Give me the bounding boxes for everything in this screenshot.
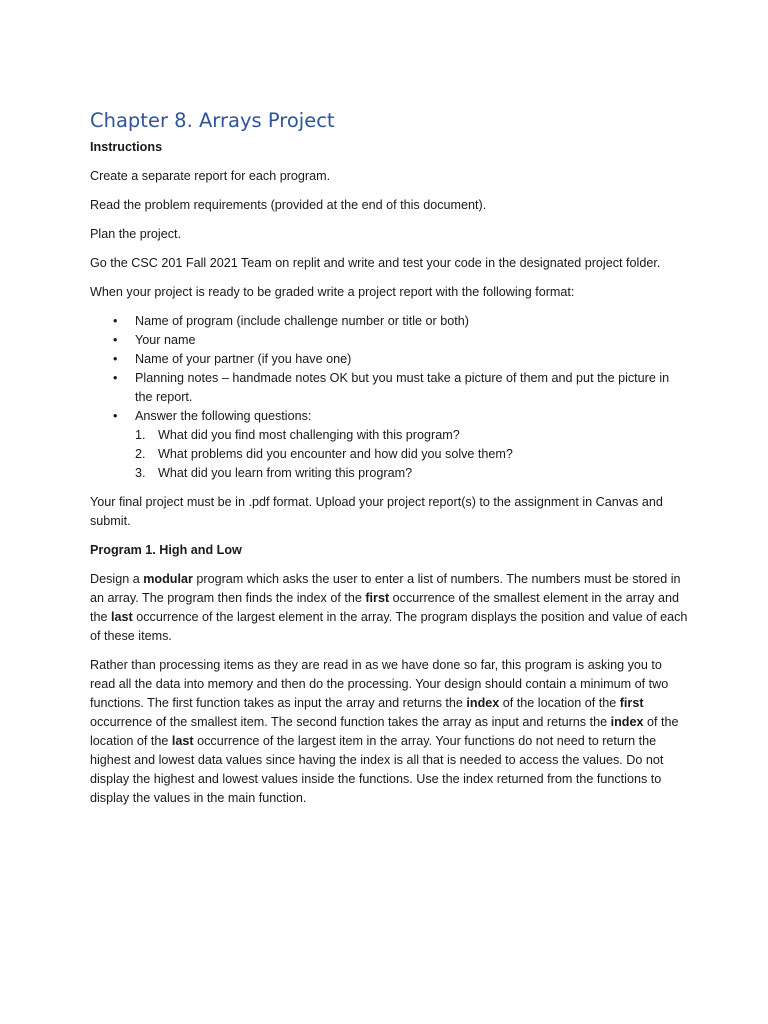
- paragraph-separate-report: Create a separate report for each program.: [90, 169, 331, 183]
- bullet-icon: •: [113, 409, 118, 423]
- text-run: Rather than processing items as they are read in as we have done so far, this program is asking you to read all the data into memory and then do the processing. Your design should contain a minimum of two functions. The first function takes as input the array and returns the: [90, 658, 669, 710]
- questions-list: [135, 426, 690, 483]
- question-text: What did you learn from writing this program?: [158, 466, 413, 480]
- question-item: [135, 445, 690, 464]
- bullet-icon: •: [113, 352, 118, 366]
- list-item-text: Name of program (include challenge number or title or both): [135, 314, 469, 328]
- list-item-text: Planning notes – handmade notes OK but you must take a picture of them and put the picture in the report.: [135, 371, 670, 404]
- text-run: occurrence of the smallest element in the array and the: [90, 591, 679, 624]
- question-item: [135, 426, 690, 445]
- document-title: Chapter 8. Arrays Project: [90, 109, 335, 132]
- list-item: [90, 350, 690, 369]
- bold-run: last: [111, 610, 133, 624]
- list-item: [90, 369, 690, 407]
- bold-run: index: [466, 696, 500, 710]
- bullet-icon: •: [113, 333, 118, 347]
- text-run: of the location of the: [499, 696, 620, 710]
- text-run: occurrence of the largest element in the array. The program displays the position and value of each of these items.: [90, 610, 688, 643]
- bold-run: last: [171, 734, 194, 748]
- bold-run: first: [365, 591, 390, 605]
- text-run: program which asks the user to enter a list of numbers. The numbers must be stored in an array. The program then finds the index of the: [90, 572, 681, 605]
- list-item-text: Answer the following questions:: [135, 409, 312, 423]
- document-page: [90, 108, 690, 818]
- text-run: occurrence of the largest item in the array. Your functions do not need to return the highest and lowest data values since having the index is all that is needed to access the values. Do not display the highest and lowest values inside the functions. Use the index returned from the functions to display the values in the main function.: [90, 734, 664, 805]
- program-1-heading: Program 1. High and Low: [90, 543, 242, 557]
- instructions-heading: Instructions: [90, 140, 163, 154]
- paragraph-plan-project: Plan the project.: [90, 227, 182, 241]
- paragraph-report-format: When your project is ready to be graded write a project report with the following format:: [90, 285, 575, 299]
- paragraph-final-project: Your final project must be in .pdf format. Upload your project report(s) to the assignment in Canvas and submit.: [90, 495, 663, 528]
- report-format-list: [90, 312, 690, 483]
- question-item: [135, 464, 690, 483]
- text-run: occurrence of the smallest item. The second function takes the array as input and returns the: [90, 715, 611, 729]
- list-item-text: Name of your partner (if you have one): [135, 352, 352, 366]
- question-number: 2.: [135, 447, 146, 461]
- bullet-icon: •: [113, 314, 118, 328]
- bold-run: first: [619, 696, 644, 710]
- list-item-text: Your name: [135, 333, 196, 347]
- list-item: [90, 407, 690, 483]
- bold-run: index: [610, 715, 644, 729]
- program-1-design-requirements: [90, 656, 690, 808]
- question-number: 3.: [135, 466, 146, 480]
- text-run: Design a: [90, 572, 144, 586]
- question-text: What did you find most challenging with this program?: [158, 428, 460, 442]
- paragraph-read-requirements: Read the problem requirements (provided at the end of this document).: [90, 198, 487, 212]
- question-text: What problems did you encounter and how did you solve them?: [158, 447, 513, 461]
- bold-run: modular: [143, 572, 193, 586]
- question-number: 1.: [135, 428, 146, 442]
- list-item: [90, 312, 690, 331]
- list-item: [90, 331, 690, 350]
- bullet-icon: •: [113, 371, 118, 385]
- program-1-description: [90, 570, 690, 646]
- text-run: of the location of the: [90, 715, 679, 748]
- paragraph-replit-team: Go the CSC 201 Fall 2021 Team on replit and write and test your code in the designated project folder.: [90, 256, 661, 270]
